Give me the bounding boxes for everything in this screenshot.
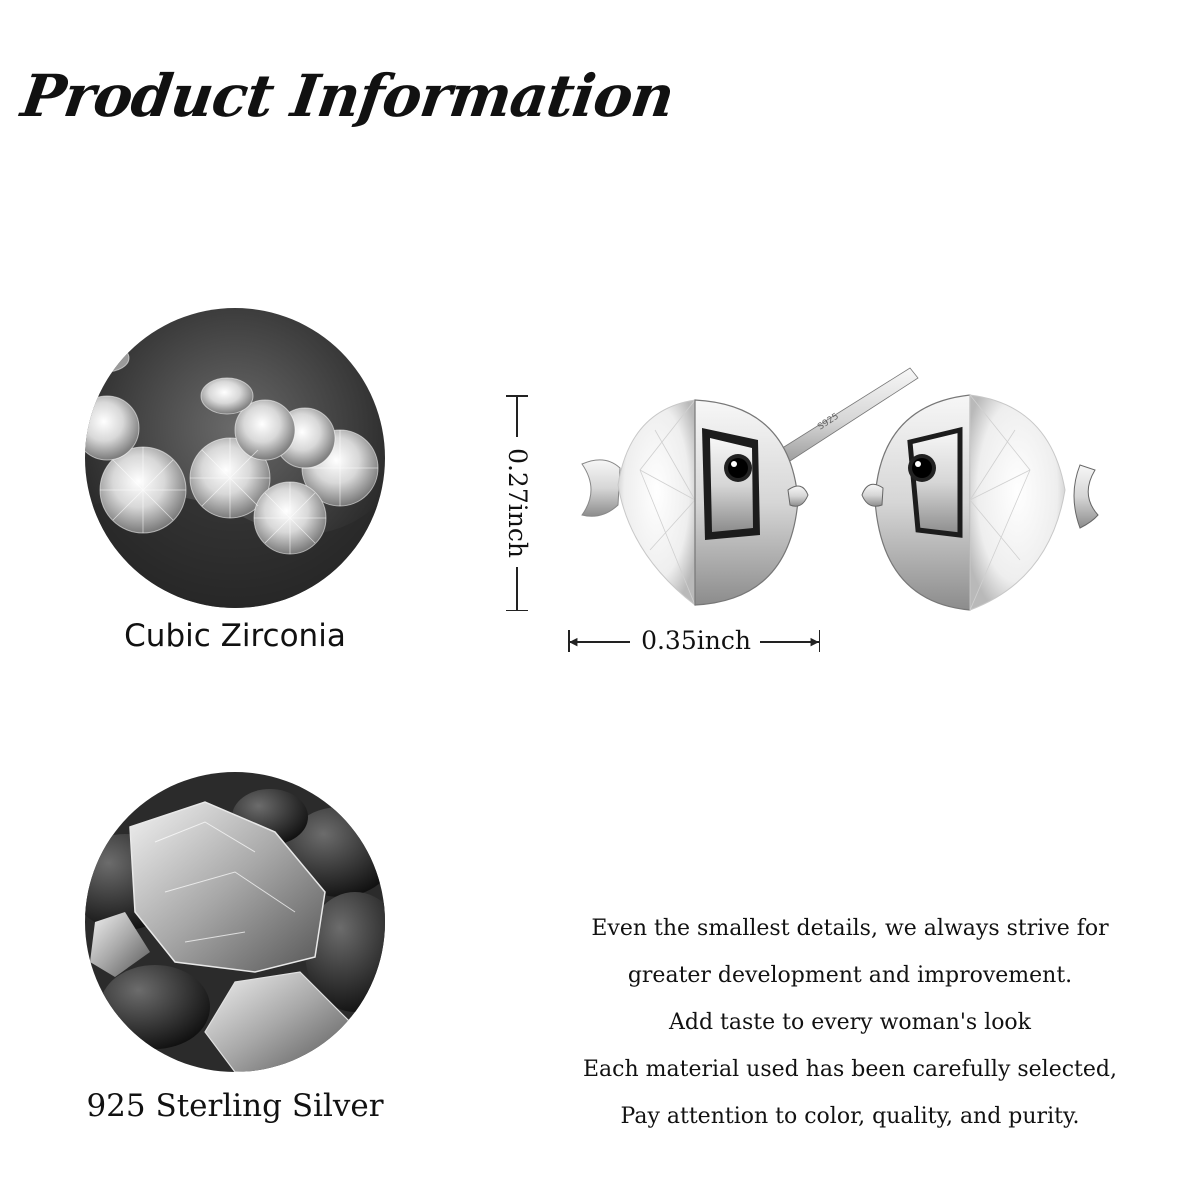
description-line: Even the smallest details, we always strive for <box>591 916 1109 941</box>
description-line: Each material used has been carefully selected, <box>582 1057 1117 1082</box>
cubic-zirconia-caption: Cubic Zirconia <box>124 618 346 654</box>
width-dimension <box>568 624 820 658</box>
dimension-line-left <box>568 641 630 643</box>
dimension-line-top <box>516 395 518 437</box>
page-title: Product Information <box>17 62 678 130</box>
description-line: Pay attention to color, quality, and purity. <box>620 1104 1080 1129</box>
sterling-silver-caption: 925 Sterling Silver <box>86 1088 384 1124</box>
width-label: 0.35inch <box>641 626 751 655</box>
cubic-zirconia-image <box>85 308 385 608</box>
fish-earrings-image <box>490 350 1130 640</box>
dimension-cap-bottom <box>506 610 528 612</box>
right-fish-earring <box>862 395 1098 610</box>
height-dimension <box>500 395 534 611</box>
product-description <box>545 905 1155 1140</box>
height-label: 0.27inch <box>503 448 532 558</box>
description-line: Add taste to every woman's look <box>668 1010 1032 1035</box>
description-line: greater development and improvement. <box>627 963 1073 988</box>
arrow-right-icon: ▶ <box>810 635 819 648</box>
sterling-silver-image <box>85 772 385 1072</box>
dimension-line-bottom <box>516 567 518 611</box>
left-fish-earring <box>582 400 841 605</box>
dimension-cap-right <box>819 630 821 652</box>
silver-stamp: S925 <box>816 411 841 433</box>
